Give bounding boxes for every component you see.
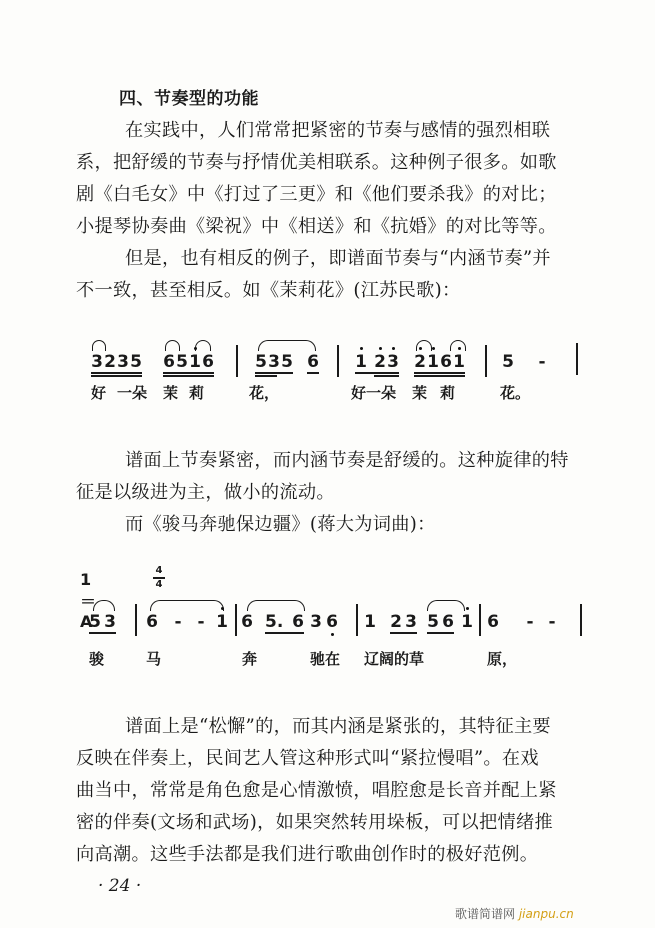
note: 6 bbox=[440, 352, 452, 372]
bar-line bbox=[580, 604, 582, 636]
page-number: · 24 · bbox=[98, 876, 142, 896]
note: 6 bbox=[326, 612, 338, 632]
watermark-text: 歌谱简谱网 bbox=[455, 907, 516, 921]
paragraph-line: 密的伴奏(文场和武场)，如果突然转用垛板，可以把情绪推 bbox=[76, 812, 553, 833]
note-dash: - bbox=[538, 352, 546, 372]
note: 6 bbox=[241, 612, 253, 632]
slur-mark bbox=[195, 340, 211, 351]
paragraph-line: 在实践中，人们常常把紧密的节奏与感情的强烈相联 bbox=[125, 120, 551, 141]
note: 1 bbox=[453, 352, 465, 372]
note: 1 bbox=[427, 352, 439, 372]
paragraph-line: 系，把舒缓的节奏与抒情优美相联系。这种例子很多。如歌 bbox=[76, 152, 557, 173]
note: 1 bbox=[461, 612, 473, 632]
paragraph-line: 曲当中，常常是角色愈是心情激愤，唱腔愈是长音并配上紧 bbox=[76, 780, 557, 801]
meter-top: 4 bbox=[155, 565, 163, 576]
note: 5 bbox=[281, 352, 293, 372]
key-signature: 1＝A bbox=[80, 570, 97, 631]
paragraph-line: 反映在伴奏上，民间艺人管这种形式叫“紧拉慢唱”。在戏 bbox=[76, 748, 539, 769]
beam-line bbox=[374, 375, 399, 377]
lyric: 原， bbox=[487, 650, 518, 668]
paragraph-line: 但是，也有相反的例子，即谱面节奏与“内涵节奏”并 bbox=[125, 248, 551, 269]
note: 5 bbox=[502, 352, 514, 372]
note: 5. bbox=[265, 612, 284, 632]
note-dash: - bbox=[526, 612, 534, 632]
beam-line bbox=[91, 372, 142, 374]
lyric: 花， bbox=[249, 384, 280, 402]
note: 1 bbox=[189, 352, 201, 372]
lyric: 辽阔的草 bbox=[364, 650, 425, 668]
note: 6 bbox=[292, 612, 304, 632]
note: 5 bbox=[89, 612, 101, 632]
note: 6 bbox=[163, 352, 175, 372]
slur-mark bbox=[92, 340, 106, 351]
beam-line bbox=[163, 372, 214, 374]
bar-line bbox=[356, 604, 358, 636]
note: 6 bbox=[487, 612, 499, 632]
note: 3 bbox=[387, 352, 399, 372]
note: 6 bbox=[307, 352, 319, 372]
lyric: 一朵 bbox=[117, 384, 148, 402]
bar-line bbox=[235, 604, 237, 636]
note: 6 bbox=[442, 612, 454, 632]
note: 3 bbox=[91, 352, 103, 372]
paragraph-line: 征是以级进为主，做小的流动。 bbox=[76, 482, 335, 503]
time-signature bbox=[153, 566, 165, 590]
lyric: 茉 bbox=[412, 384, 428, 402]
bar-line bbox=[337, 345, 339, 377]
note: 3 bbox=[268, 352, 280, 372]
note: 5 bbox=[255, 352, 267, 372]
note: 1 bbox=[364, 612, 376, 632]
note-dash: - bbox=[548, 612, 556, 632]
lyric: 莉 bbox=[440, 384, 456, 402]
note: 5 bbox=[130, 352, 142, 372]
beam-line bbox=[427, 632, 454, 634]
paragraph-line: 不一致，甚至相反。如《茉莉花》(江苏民歌)： bbox=[76, 280, 461, 301]
note: 3 bbox=[117, 352, 129, 372]
beam-line bbox=[163, 375, 214, 377]
paragraph-line: 而《骏马奔驰保边疆》(蒋大为词曲)： bbox=[125, 514, 436, 535]
note: 3 bbox=[104, 612, 116, 632]
note: 6 bbox=[146, 612, 158, 632]
lyric: 好 bbox=[91, 384, 107, 402]
beam-line bbox=[277, 372, 293, 374]
beam-line bbox=[255, 375, 277, 377]
bar-line bbox=[135, 604, 137, 636]
watermark-site: jianpu.cn bbox=[518, 907, 574, 921]
note: 1 bbox=[216, 612, 228, 632]
lyric: 骏 bbox=[89, 650, 105, 668]
note: 2 bbox=[390, 612, 402, 632]
beam-line bbox=[91, 375, 142, 377]
note: 2 bbox=[104, 352, 116, 372]
bar-line bbox=[485, 345, 487, 377]
slur-mark bbox=[427, 600, 465, 611]
note: 5 bbox=[176, 352, 188, 372]
slur-mark bbox=[93, 600, 115, 611]
lyric: 莉 bbox=[189, 384, 205, 402]
note: 3 bbox=[405, 612, 417, 632]
slur-mark bbox=[247, 600, 305, 611]
note: 3 bbox=[310, 612, 322, 632]
slur-mark bbox=[258, 340, 316, 351]
beam-line bbox=[390, 632, 417, 634]
lyric: 马 bbox=[146, 650, 162, 668]
paragraph-line: 向高潮。这些手法都是我们进行歌曲创作时的极好范例。 bbox=[76, 844, 539, 865]
note: 1 bbox=[355, 352, 367, 372]
paragraph-line: 剧《白毛女》中《打过了三更》和《他们要杀我》的对比； bbox=[76, 184, 557, 205]
note: 5 bbox=[427, 612, 439, 632]
beam-line bbox=[265, 632, 304, 634]
slur-mark bbox=[150, 600, 224, 611]
lyric: 驰在 bbox=[310, 650, 341, 668]
beam-line bbox=[355, 372, 399, 374]
bar-line bbox=[236, 345, 238, 377]
paragraph-line: 小提琴协奏曲《梁祝》中《相送》和《抗婚》的对比等等。 bbox=[76, 216, 557, 237]
note: 2 bbox=[414, 352, 426, 372]
note: 6 bbox=[202, 352, 214, 372]
slur-mark bbox=[165, 340, 180, 351]
paragraph-line: 谱面上是“松懈”的，而其内涵是紧张的，其特征主要 bbox=[125, 716, 551, 737]
beam-line bbox=[414, 372, 465, 374]
lyric: 好一朵 bbox=[351, 384, 397, 402]
note: 2 bbox=[374, 352, 386, 372]
lyric: 茉 bbox=[163, 384, 179, 402]
beam-line bbox=[89, 632, 116, 634]
note-dash: - bbox=[197, 612, 205, 632]
beam-line bbox=[414, 375, 465, 377]
bar-line bbox=[479, 604, 481, 636]
meter-bottom: 4 bbox=[155, 578, 163, 590]
lyric: 奔 bbox=[242, 650, 258, 668]
note-dash: - bbox=[174, 612, 182, 632]
lyric: 花。 bbox=[500, 384, 531, 402]
paragraph-line: 谱面上节奏紧密，而内涵节奏是舒缓的。这种旋律的特 bbox=[125, 450, 569, 471]
watermark bbox=[455, 905, 574, 922]
beam-line bbox=[307, 372, 319, 374]
section-heading: 四、节奏型的功能 bbox=[119, 89, 259, 109]
bar-line bbox=[576, 343, 578, 375]
beam-line bbox=[255, 372, 277, 374]
